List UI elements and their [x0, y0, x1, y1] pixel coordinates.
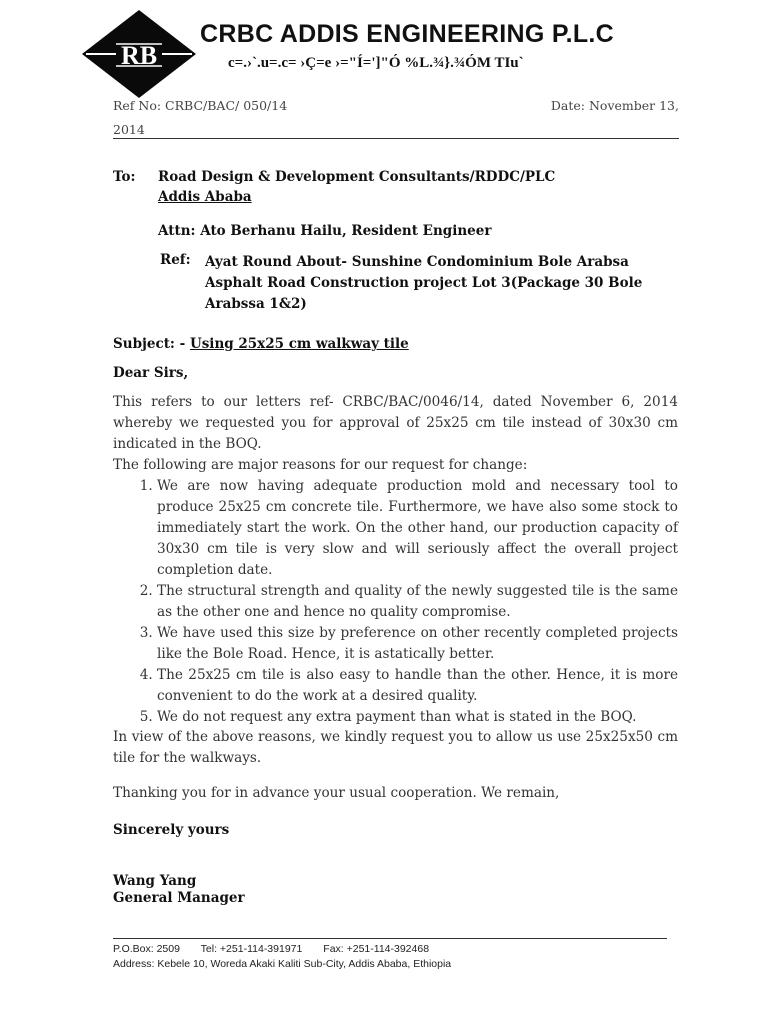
attention-line: Attn: Ato Berhanu Hailu, Resident Engineer	[158, 223, 492, 239]
list-item: 4. The 25x25 cm tile is also easy to handle than the other. Hence, it is more convenient to do the work at a desired quality.	[157, 665, 678, 707]
date-label: Date:	[550, 98, 585, 113]
salutation: Dear Sirs,	[113, 365, 189, 381]
header-divider	[113, 138, 679, 139]
footer-contact	[113, 943, 447, 955]
recipient-name: Road Design & Development Consultants/RDDC/PLC	[158, 169, 556, 185]
to-label: To:	[113, 169, 136, 185]
subject-label: Subject: -	[113, 336, 186, 352]
list-item: 5. We do not request any extra payment than what is stated in the BOQ.	[157, 707, 678, 728]
list-item: 2. The structural strength and quality of the newly suggested tile is the same as the other one and hence no quality compromise.	[157, 581, 678, 623]
logo-text: RB	[120, 41, 158, 70]
footer-tel: Tel: +251-114-391971	[200, 943, 303, 955]
ref-number: Ref No: CRBC/BAC/ 050/14	[113, 98, 288, 113]
subject-text: Using 25x25 cm walkway tile	[189, 336, 409, 352]
body-paragraph-2: The following are major reasons for our request for change:	[113, 457, 528, 473]
date-year: 2014	[113, 122, 145, 137]
signer-name: Wang Yang	[113, 873, 197, 889]
body-paragraph-3: In view of the above reasons, we kindly request you to allow us use 25x25x50 cm tile for the walkways.	[113, 729, 678, 766]
reasons-list	[113, 476, 678, 728]
company-logo	[80, 8, 198, 100]
project-reference: Ayat Round About- Sunshine Condominium Bole Arabsa Asphalt Road Construction project Lot 3(Package 30 Bole Arabssa 1&2)	[205, 254, 643, 312]
body-paragraph-1: This refers to our letters ref- CRBC/BAC/0046/14, dated November 6, 2014 whereby we requested you for approval of 25x25 cm tile instead of 30x30 cm indicated in the BOQ.	[113, 394, 678, 452]
date-value: November 13,	[588, 98, 679, 113]
closing: Sincerely yours	[113, 822, 230, 838]
reference-line	[113, 98, 679, 137]
body-paragraph-4: Thanking you for in advance your usual cooperation. We remain,	[113, 785, 560, 801]
list-item: 3. We have used this size by preference on other recently completed projects like the Bole Road. Hence, it is astatically better.	[157, 623, 678, 665]
list-item: 1. We are now having adequate production mold and necessary tool to produce 25x25 cm concrete tile. Furthermore, we have also some stock to immediately start the work. On the other hand, our production capacity of 30x30 cm tile is very slow and will seriously affect the overall project completion date.	[157, 476, 678, 581]
company-name-alt: c=.›`.u=.c= ›Ç=e ›="Í=']"Ó %L.¾}.¾ÓM TIu`	[228, 55, 524, 71]
recipient-city: Addis Ababa	[158, 189, 252, 205]
footer-address: Address: Kebele 10, Woreda Akaki Kaliti Sub-City, Addis Ababa, Ethiopia	[113, 958, 452, 970]
ref-label: Ref:	[160, 252, 191, 268]
signer-title: General Manager	[113, 890, 245, 906]
footer-divider	[113, 938, 667, 939]
subject-line	[113, 336, 409, 352]
company-name: CRBC ADDIS ENGINEERING P.L.C	[200, 20, 615, 48]
letter-date	[551, 98, 679, 113]
footer-po-box: P.O.Box: 2509	[113, 943, 180, 955]
footer-fax: Fax: +251-114-392468	[323, 943, 430, 955]
